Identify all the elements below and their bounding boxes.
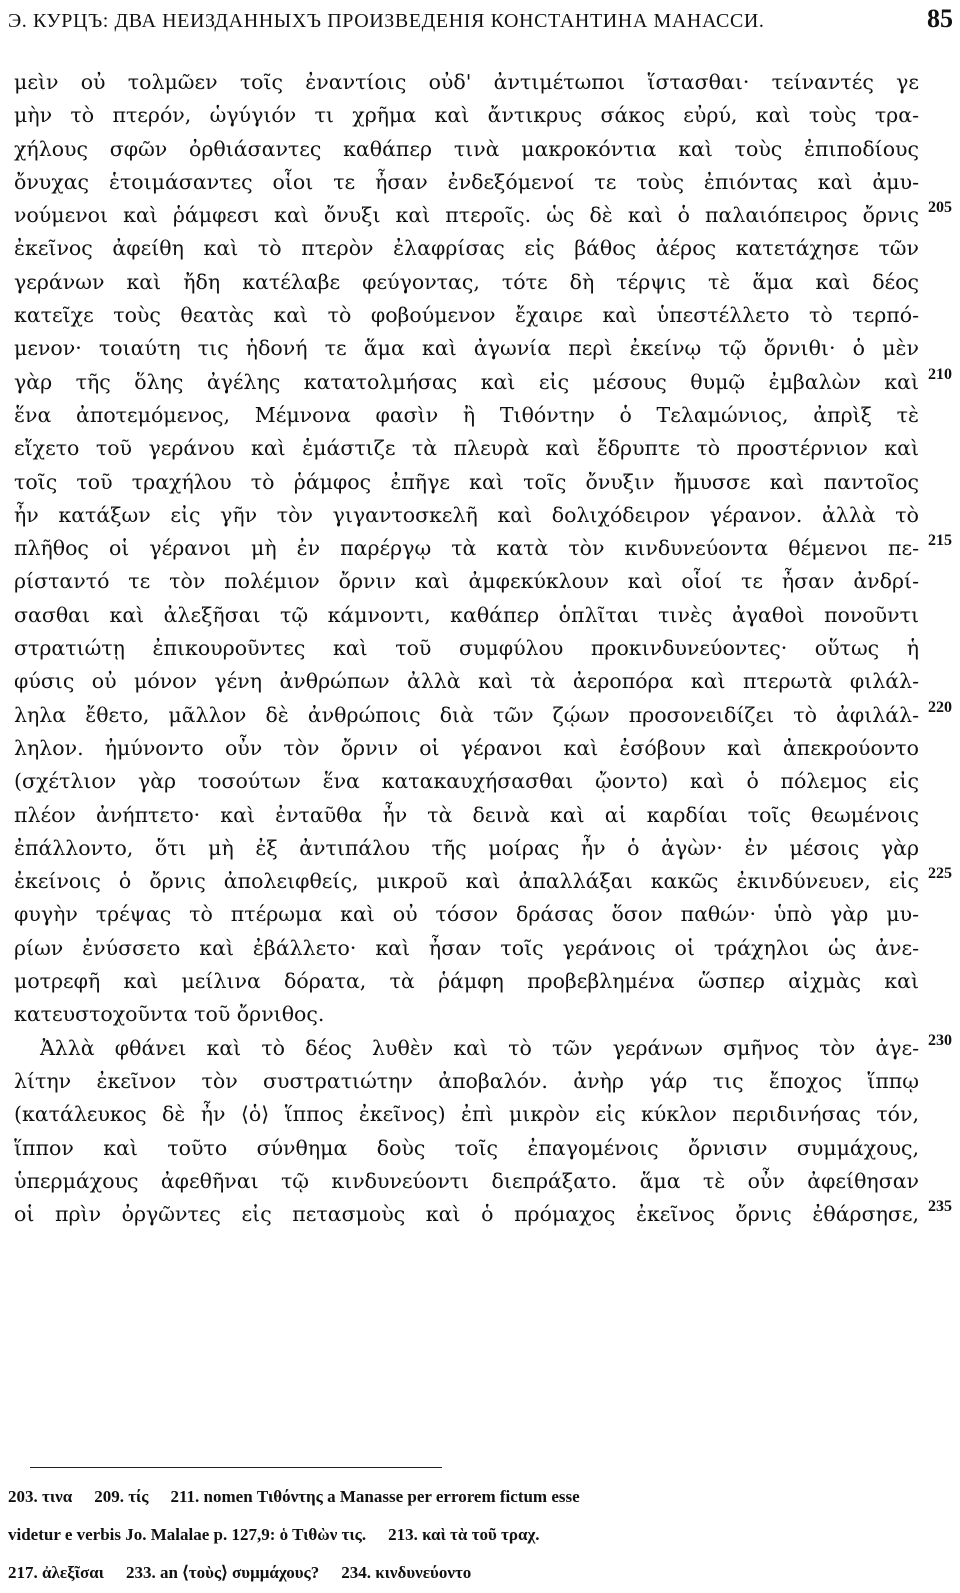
line-number: 215 [928,532,952,550]
running-title: Э. КУРЦЪ: ДВА НЕИЗДАННЫХЪ ПРОИЗВЕДЕНІЯ КОНСТАНТИНА МАНАССИ. [8,10,765,32]
main-text [14,66,919,1231]
text-line [14,332,919,365]
footnote: 209. τίς [94,1487,149,1506]
text-line-content: μενον· τοιαύτη τις ἡδονή τε ἅμα καὶ ἀγωνία περὶ ἐκείνῳ τῷ ὄρνιθι· ὁ μὲν [14,336,919,361]
line-number: 220 [928,698,952,716]
text-line [14,932,919,965]
text-line [14,765,919,798]
line-number: 235 [928,1198,952,1216]
footnote: 213. καὶ τὰ τοῦ τραχ. [388,1525,540,1544]
text-line [14,299,919,332]
text-line-content: σασθαι καὶ ἀλεξῆσαι τῷ κάμνοντι, καθάπερ ὁπλῖται τινὲς ἀγαθοὶ πονοῦντι [14,602,919,627]
text-line-content: ρίων ἐνύσσετο καὶ ἐβάλλετο· καὶ ἦσαν τοῖς γεράνοις οἱ τράχηλοι ὡς ἀνε- [14,935,919,960]
text-line-content: (σχέτλιον γὰρ τοσούτων ἕνα κατακαυχήσασθαι ᾤοντο) καὶ ὁ πόλεμος εἰς [14,769,919,794]
footnote: 233. an ⟨τοὺς⟩ συμμάχους? [125,1563,320,1582]
text-line [14,832,919,865]
text-line-content: νούμενοι καὶ ῥάμφεσι καὶ ὄνυξι καὶ πτεροῖς. ὡς δὲ καὶ ὁ παλαιόπειρος ὄρνις [14,203,919,228]
text-line [14,565,919,598]
text-line [14,133,919,166]
page-number: 85 [927,4,953,33]
text-line [14,532,919,565]
text-line-content: ἐκείνοις ὁ ὄρνις ἀπολειφθείς, μικροῦ καὶ ἀπαλλάξαι κακῶς ἐκινδύνευεν, εἰς [14,869,919,894]
text-line [14,898,919,931]
text-line-content: οἱ πρὶν ὀργῶντες εἰς πετασμοὺς καὶ ὁ πρόμαχος ἐκεῖνος ὄρνις ἐθάρσησε, [14,1202,919,1227]
text-line [14,665,919,698]
text-line [14,632,919,665]
text-line [14,499,919,532]
text-line-content: ὄνυχας ἑτοιμάσαντες οἷοι τε ἦσαν ἐνδεξόμενοί τε τοὺς ἐπιόντας καὶ ἀμυ- [14,169,919,194]
text-line-content: στρατιώτῃ ἐπικουροῦντες καὶ τοῦ συμφύλου προκινδυνεύοντες· οὕτως ἡ [14,636,919,661]
text-line-content: ἐπάλλοντο, ὅτι μὴ ἐξ ἀντιπάλου τῆς μοίρας ἦν ὁ ἀγὼν· ἐν μέσοις γὰρ [14,835,919,860]
line-number: 205 [928,199,952,217]
text-line [14,466,919,499]
text-line-content: ληλα ἔθετο, μᾶλλον δὲ ἀνθρώποις διὰ τῶν ζῴων προσονειδίζει τὸ ἀφιλάλ- [14,702,919,727]
text-line [14,432,919,465]
text-line-content: χήλους σφῶν ὀρθιάσαντες καθάπερ τινὰ μακροκόντια καὶ τοὺς ἐπιποδίους [14,136,919,161]
text-line [14,1198,919,1231]
text-line-content: Ἀλλὰ φθάνει καὶ τὸ δέος λυθὲν καὶ τὸ τῶν γεράνων σμῆνος τὸν ἀγε- [40,1035,919,1060]
text-line-content: μεὶν οὐ τολμῶεν τοῖς ἐναντίοις οὐδ' ἀντιμέτωποι ἵστασθαι· τείναντές γε [14,70,919,94]
text-line [14,99,919,132]
text-line-content: πλέον ἀνήπτετο· καὶ ἐνταῦθα ἦν τὰ δεινὰ καὶ αἱ καρδίαι τοῖς θεωμένοις [14,802,919,827]
text-line-content: κατεῖχε τοὺς θεατὰς καὶ τὸ φοβούμενον ἔχαιρε καὶ ὑπεστέλλετο τὸ τερπό- [14,303,919,328]
text-line-content: ἦν κατάξων εἰς γῆν τὸν γιγαντοσκελῆ καὶ δολιχόδειρον γέρανον. ἀλλὰ τὸ [14,502,919,527]
footnotes [8,1478,948,1592]
text-line [14,599,919,632]
text-line-content: γεράνων καὶ ἤδη κατέλαβε φεύγοντας, τότε δὴ τέρψις τὲ ἅμα καὶ δέος [14,269,919,294]
text-line [14,1065,919,1098]
text-line [14,266,919,299]
text-line-content: μοτρεφῆ καὶ μείλινα δόρατα, τὰ ῥάμφη προβεβλημένα ὥσπερ αἰχμὰς καὶ [14,969,919,994]
text-line [14,1165,919,1198]
text-line [14,1098,919,1131]
footnote: videtur e verbis Jo. Malalae p. 127,9: ὁ Τιθὼν τις. [8,1525,367,1544]
text-line-content: ὑπερμάχους ἀφεθῆναι τῷ κινδυνεύοντι διεπράξατο. ἅμα τὲ οὖν ἀφείθησαν [14,1168,919,1193]
text-line [14,998,919,1031]
text-line-content: ἵππον καὶ τοῦτο σύνθημα δοὺς τοῖς ἐπαγομένοις ὄρνισιν συμμάχους, [14,1135,919,1160]
text-line [14,232,919,265]
footnote-line [8,1516,948,1554]
text-line-content: εἴχετο τοῦ γεράνου καὶ ἐμάστιζε τὰ πλευρὰ καὶ ἔδρυπτε τὸ προστέρνιον καὶ [14,436,919,461]
text-line-content: πλῆθος οἱ γέρανοι μὴ ἐν παρέργῳ τὰ κατὰ τὸν κινδυνεύοντα θέμενοι πε- [14,536,919,561]
footnote-line [8,1554,948,1592]
footnote: 217. ἀλεξῖσαι [8,1563,104,1582]
footnote: 211. nomen Τιθόντης a Manasse per errorem fictum esse [170,1487,580,1506]
text-line-content: μὴν τὸ πτερόν, ὡγύγιόν τι χρῆμα καὶ ἄντικρυς σάκος εὐρύ, καὶ τοὺς τρα- [14,103,919,128]
text-line [14,399,919,432]
text-line [14,965,919,998]
text-line [14,699,919,732]
line-number: 225 [928,865,952,883]
text-line-content: τοῖς τοῦ τραχήλου τὸ ῥάμφος ἐπῆγε καὶ τοῖς ὄνυξιν ἤμυσσε καὶ παντοῖος [14,469,919,494]
text-line [14,799,919,832]
text-line [14,366,919,399]
text-line-content: λίτην ἐκεῖνον τὸν συστρατιώτην ἀποβαλόν. ἀνὴρ γάρ τις ἔποχος ἵππῳ [14,1068,919,1093]
footnote-line [8,1478,948,1516]
footnote: 234. κινδυνεύοντο [341,1563,472,1582]
text-line [14,166,919,199]
text-line-content: ἕνα ἀποτεμόμενος, Μέμνονα φασὶν ἢ Τιθόντην ὁ Τελαμώνιος, ἀπρὶξ τὲ [14,402,919,427]
text-line-content: γὰρ τῆς ὅλης ἀγέλης κατατολμήσας καὶ εἰς μέσους θυμῷ ἐμβαλὼν καὶ [14,369,919,394]
footnote: 203. τινα [8,1487,73,1506]
line-number: 230 [928,1031,952,1049]
text-line [14,199,919,232]
text-line [14,732,919,765]
text-line-content: ληλον. ἠμύνοντο οὖν τὸν ὄρνιν οἱ γέρανοι καὶ ἐσόβουν καὶ ἀπεκρούοντο [14,735,919,760]
text-line-content: φυγὴν τρέψας τὸ πτέρωμα καὶ οὐ τόσον δράσας ὅσον παθών· ὑπὸ γὰρ μυ- [14,902,919,927]
text-line-content: ρίσταντό τε τὸν πολέμιον ὄρνιν καὶ ἀμφεκύκλουν καὶ οἷοί τε ἦσαν ἀνδρί- [14,569,919,594]
text-line-content: κατευστοχοῦντα τοῦ ὄρνιθος. [14,1002,325,1027]
text-line-content: φύσις οὐ μόνον γένη ἀνθρώπων ἀλλὰ καὶ τὰ ἀεροπόρα καὶ πτερωτὰ φιλάλ- [14,669,919,694]
text-line [14,1132,919,1165]
text-line [14,66,919,99]
text-line-content: (κατάλευκος δὲ ἦν ⟨ὁ⟩ ἵππος ἐκεῖνος) ἐπὶ μικρὸν εἰς κύκλον περιδινήσας τόν, [14,1102,919,1127]
running-header [8,4,953,34]
text-line [14,865,919,898]
footnote-rule [30,1467,442,1468]
line-number: 210 [928,365,952,383]
text-line [14,1032,919,1065]
text-line-content: ἐκεῖνος ἀφείθη καὶ τὸ πτερὸν ἐλαφρίσας εἰς βάθος ἀέρος κατετάχησε τῶν [14,236,919,261]
